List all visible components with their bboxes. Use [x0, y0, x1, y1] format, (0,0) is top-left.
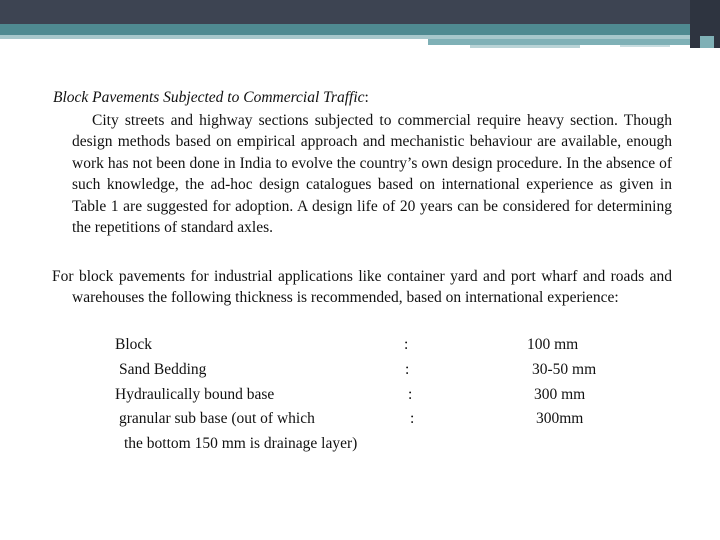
paragraph-industrial-applications: For block pavements for industrial applications like container yard and port wharf and roads and warehouses the following thickness is recommended, based on international experience:	[52, 268, 672, 307]
layer-thickness: 100 mm	[527, 336, 579, 353]
layer-name: Sand Bedding	[119, 361, 207, 378]
section-heading-colon: :	[364, 89, 369, 106]
layer-separator: :	[408, 386, 413, 403]
layer-name: Hydraulically bound base	[115, 386, 275, 403]
layer-separator: :	[404, 336, 409, 353]
layer-thickness: 300mm	[536, 410, 584, 427]
paragraph-commercial-traffic: City streets and highway sections subjected to commercial require heavy section. Though design methods based on empirical approach and mechanistic behaviour are available, enough work has not been done in India to evolve the country’s own design procedure. In the absence of such knowledge, the ad-hoc design catalogues based on international experience as given in Table 1 are suggested for adoption. A design life of 20 years can be considered for determining the repetitions of standard axles.	[72, 112, 672, 237]
section-heading	[53, 87, 369, 108]
layer-separator: :	[410, 410, 415, 427]
section-heading-text: Block Pavements Subjected to Commercial Traffic	[53, 89, 365, 106]
layer-separator: :	[405, 361, 410, 378]
layer-name: Block	[115, 336, 153, 353]
layer-thickness: 30-50 mm	[532, 361, 597, 378]
layer-name: granular sub base (out of which	[119, 410, 315, 427]
layer-thickness: 300 mm	[534, 386, 586, 403]
table-note: the bottom 150 mm is drainage layer)	[124, 435, 358, 452]
